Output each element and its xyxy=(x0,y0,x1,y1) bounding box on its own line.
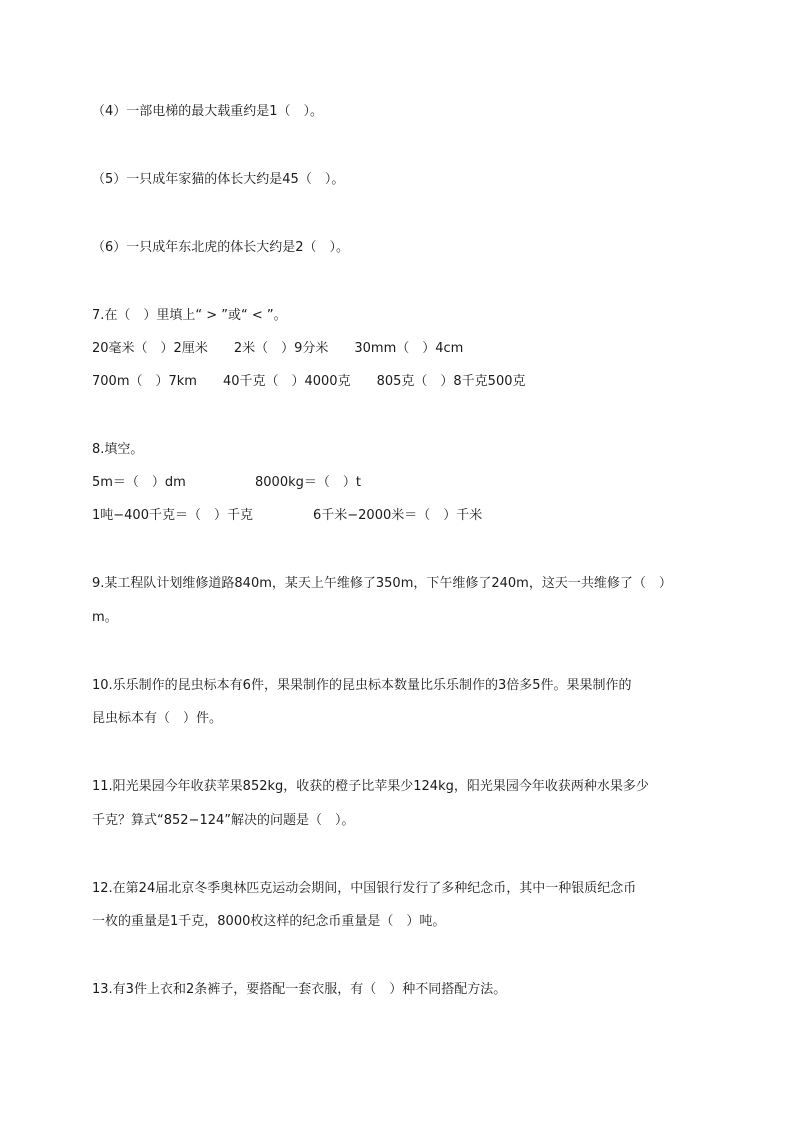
question-8-title: 8.填空。 xyxy=(92,442,144,457)
q8-item: 1吨−400千克＝（ ）千克 xyxy=(92,508,253,523)
question-13: 13.有3件上衣和2条裤子，要搭配一套衣服，有（ ）种不同搭配方法。 xyxy=(92,982,507,997)
question-12-line-2: 一枚的重量是1千克，8000枚这样的纪念币重量是（ ）吨。 xyxy=(92,914,446,929)
q7-item: 700m（ ）7km xyxy=(92,374,197,389)
question-6-4: （4）一部电梯的最大载重约是1（ ）。 xyxy=(92,104,324,119)
question-11-line-1: 11.阳光果园今年收获苹果852kg，收获的橙子比苹果少124kg，阳光果园今年收获两种水果多少 xyxy=(92,779,649,794)
q8-item: 6千米−2000米＝（ ）千米 xyxy=(313,508,483,523)
question-7-row-1 xyxy=(92,340,463,358)
question-6-5: （5）一只成年家猫的体长大约是45（ ）。 xyxy=(92,172,345,187)
question-10-line-2: 昆虫标本有（ ）件。 xyxy=(92,711,223,726)
question-7-row-2 xyxy=(92,373,526,391)
question-9-line-2: m。 xyxy=(92,610,118,625)
q7-item: 2米（ ）9分米 xyxy=(233,341,329,356)
question-12-line-1: 12.在第24届北京冬季奥林匹克运动会期间，中国银行发行了多种纪念币，其中一种银质纪念币 xyxy=(92,881,637,896)
question-6-6: （6）一只成年东北虎的体长大约是2（ ）。 xyxy=(92,240,350,255)
q8-item: 5m＝（ ）dm xyxy=(92,475,186,490)
q7-item: 40千克（ ）4000克 xyxy=(222,374,351,389)
q8-item: 8000kg＝（ ）t xyxy=(255,475,361,490)
question-7-title: 7.在（ ）里填上“ > ”或“ < ”。 xyxy=(92,308,287,323)
q7-item: 30mm（ ）4cm xyxy=(354,341,464,356)
question-8-row-1 xyxy=(92,474,361,492)
question-9-line-1: 9.某工程队计划维修道路840m，某天上午维修了350m，下午维修了240m，这天一共维修了（ ） xyxy=(92,576,672,591)
q7-item: 805克（ ）8千克500克 xyxy=(376,374,526,389)
question-11-line-2: 千克？算式“852−124”解决的问题是（ ）。 xyxy=(92,813,355,828)
question-8-row-2 xyxy=(92,507,482,525)
question-10-line-1: 10.乐乐制作的昆虫标本有6件，果果制作的昆虫标本数量比乐乐制作的3倍多5件。果果制作的 xyxy=(92,678,632,693)
q7-item: 20毫米（ ）2厘米 xyxy=(92,341,208,356)
